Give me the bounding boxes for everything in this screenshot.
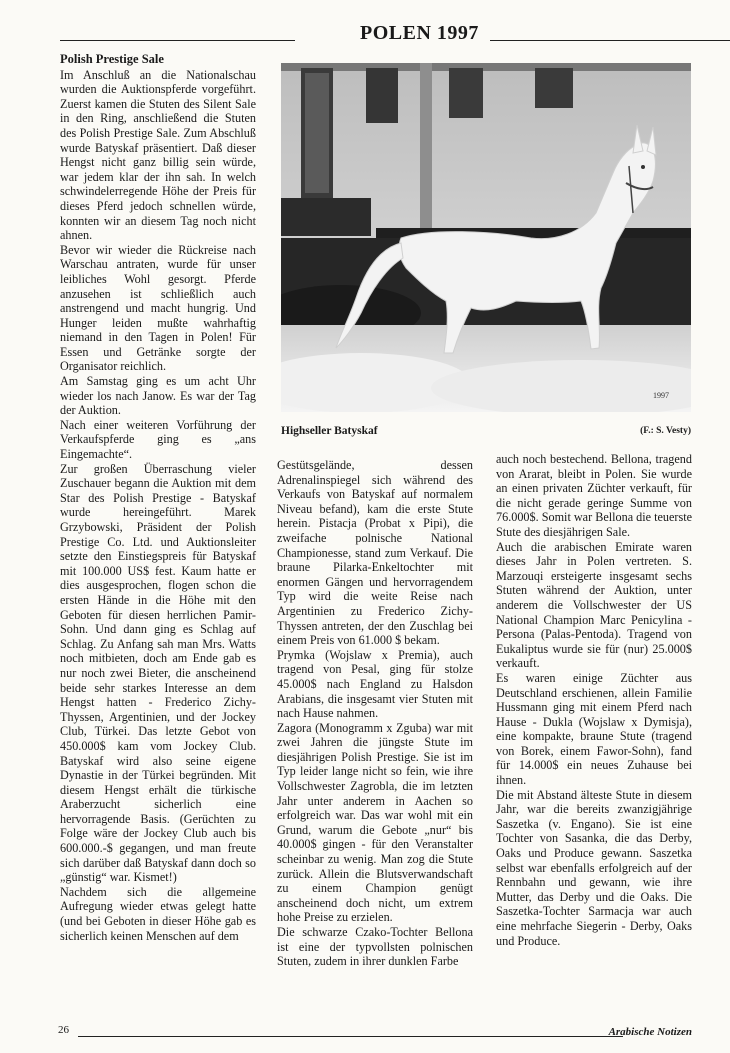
- paragraph: Zagora (Monogramm x Zguba) war mit zwei Jahren die jüngste Stute im diesjährigen Polish Prestige. Sie ist im Typ leider lange nicht so fein, wie ihre Vollschwester Zagrobla, die im letzten Jahr unter anderem in Aachen so erfolgreich war. Das war wohl mit ein Grund, warum die Gebote „nur“ bis 40.000$ gingen - für den Veranstalter scheinbar zu wenig. Man zog die Stute zurück. Allein die Blutsverwandschaft zu einem Champion genügt anscheinend doch nicht, um extrem hohe Preise zu erzielen.: [277, 720, 473, 925]
- caption-name: Highseller Batyskaf: [281, 425, 378, 437]
- article-column-3: [496, 452, 692, 948]
- article-column-1: [60, 52, 256, 943]
- photo-credit: (F.: S. Vesty): [640, 426, 691, 436]
- page-header: [60, 18, 690, 48]
- paragraph: Auch die arabischen Emirate waren dieses Jahr in Polen vertreten. S. Marzouqi ersteigerte insgesamt sechs Stuten während der Auktion, unter anderem die Vollschwester der US National Champion Marc Penicylina - Persona (Palas-Pentoda). Tragend von Eukaliptus wurde sie für (nur) 25.000$ verkauft.: [496, 539, 692, 671]
- header-rule-right: [490, 40, 730, 41]
- page-footer: [58, 1024, 692, 1044]
- paragraph: Es waren einige Züchter aus Deutschland erschienen, allein Familie Hussmann ging mit einem Pferd nach Hause - Dukla (Wojslaw x Dymisja), eine kompakte, braune Stute (tragend von Borek, einem Fawor-Sohn), fand für 14.000$ ein neues Zuhause bei ihnen.: [496, 670, 692, 788]
- paragraph: Am Samstag ging es um acht Uhr wieder los nach Janow. Es war der Tag der Auktion.: [60, 374, 256, 418]
- horse-photo-image: [281, 63, 691, 412]
- magazine-name: Arabische Notizen: [608, 1026, 692, 1038]
- paragraph: Im Anschluß an die Nationalschau wurden die Auktionspferde vorgeführt. Zuerst kamen die Stuten des Silent Sale in den Ring, anschließend die Stuten des Polish Prestige Sale. Zum Abschluß wurde Batyskaf präsentiert. Daß dieser Hengst nicht ganz billig sein würde, war jedem klar der ihn sah. In welch schwindelerregende Höhe der Preis für dieses Pferd jedoch schnellen würde, konnten wir an diesem Tag noch nicht ahnen.: [60, 67, 256, 243]
- paragraph: Nachdem sich die allgemeine Aufregung wieder etwas gelegt hatte (und bei Geboten in dieser Höhe gab es sicherlich keinen Menschen auf dem: [60, 884, 256, 943]
- section-subtitle: Polish Prestige Sale: [60, 52, 164, 66]
- paragraph: Nach einer weiteren Vorführung der Verkaufspferde ging es „ans Eingemachte“.: [60, 417, 256, 462]
- paragraph: Prymka (Wojslaw x Premia), auch tragend von Pesal, ging für stolze 45.000$ nach England zu Halsdon Arabians, die insgesamt vier Stuten mit nach Hause nahmen.: [277, 647, 473, 721]
- page-number: 26: [58, 1024, 69, 1036]
- paragraph: Gestütsgelände, dessen Adrenalinspiegel sich während des Verkaufs von Batyskaf auf normalem Niveau befand), kam die erste Stute herein. Pistacja (Probat x Pipi), die zweifache polnische National Championesse, stand zum Verkauf. Die braune Pilarka-Enkeltochter mit enormen Gängen und hervorragendem Typ wird die weite Reise nach Argentinien zu Frederico Zichy-Thyssen antreten, der den Zuschlag bei einem Preis von 61.000 $ bekam.: [277, 458, 473, 648]
- header-rule-left: [60, 40, 295, 41]
- photo-caption: [281, 425, 691, 437]
- paragraph: auch noch bestechend. Bellona, tragend von Ararat, bleibt in Polen. Sie wurde an einen privaten Züchter verkauft, für die nicht gerade geringe Summe von 76.000$. Somit war Bellona die teuerste Stute des diesjährigen Sale.: [496, 452, 692, 539]
- paragraph: Die schwarze Czako-Tochter Bellona ist eine der typvollsten polnischen Stuten, zudem in ihrer dunklen Farbe: [277, 925, 473, 969]
- paragraph: Bevor wir wieder die Rückreise nach Warschau antraten, wurde für unser leibliches Wohl gesorgt. Pferde anzusehen ist schließlich auch anstrengend und macht hungrig. Und Hunger leiden mußte wahrhaftig niemand in den Tagen in Polen! Für Essen und Getränke sorgte der Organisator reichlich.: [60, 242, 256, 374]
- photo-signature: 1997: [653, 391, 669, 400]
- page-title: POLEN 1997: [360, 22, 479, 44]
- footer-rule: [78, 1036, 623, 1037]
- horse-photo: [281, 63, 691, 412]
- paragraph: Die mit Abstand älteste Stute in diesem Jahr, war die bereits zwanzigjährige Saszetka (v. Engano). Sie ist eine Tochter von Sasanka, die das Derby, Oaks und Produce gewann. Saszetka selbst war ebenfalls erfolgreich auf der Rennbahn und gewann, wie ihre Mutter, das Derby und die Oaks. Die Saszetka-Tochter Sarmacja war auch eine mehrfache Siegerin - Derby, Oaks und Produce.: [496, 787, 692, 948]
- article-column-2: [277, 458, 473, 969]
- paragraph: Zur großen Überraschung vieler Zuschauer begann die Auktion mit dem Star des Polish Prestige - Batyskaf wurde hereingeführt. Marek Grzybowski, Präsident der Polish Prestige Co. Ltd. und Auktionsleiter setzte den Einstiegspreis für Batyskaf mit 100.000 US$ fest. Kaum hatte er dies ausgesprochen, flogen schon die ersten Hände in die Höhe mit den Geboten für diesen herrlichen Pamir-Sohn. Und dann ging es Schlag auf Schlag. Zu Anfang sah man Mrs. Watts noch mitbieten, doch am Ende gab es nur noch zwei Bieter, die anscheinend beide sehr starkes Interesse an dem Hengst hatten - Frederico Zichy-Thyssen, Argentinien, und der Jockey Club, Türkei. Das letzte Gebot von 450.000$ kam vom Jockey Club. Batyskaf wird also seine eigene Dynastie in der Türkei begründen. Mit diesem Hengst erhält die türkische Araberzucht sicherlich eine hervorragende Basis. (Gerüchten zu Folge wäre der Jockey Club auch bis 600.000.-$ gegangen, und man freute sich darüber daß Batyskaf dann doch so „günstig“ war. Kismet!): [60, 461, 256, 885]
